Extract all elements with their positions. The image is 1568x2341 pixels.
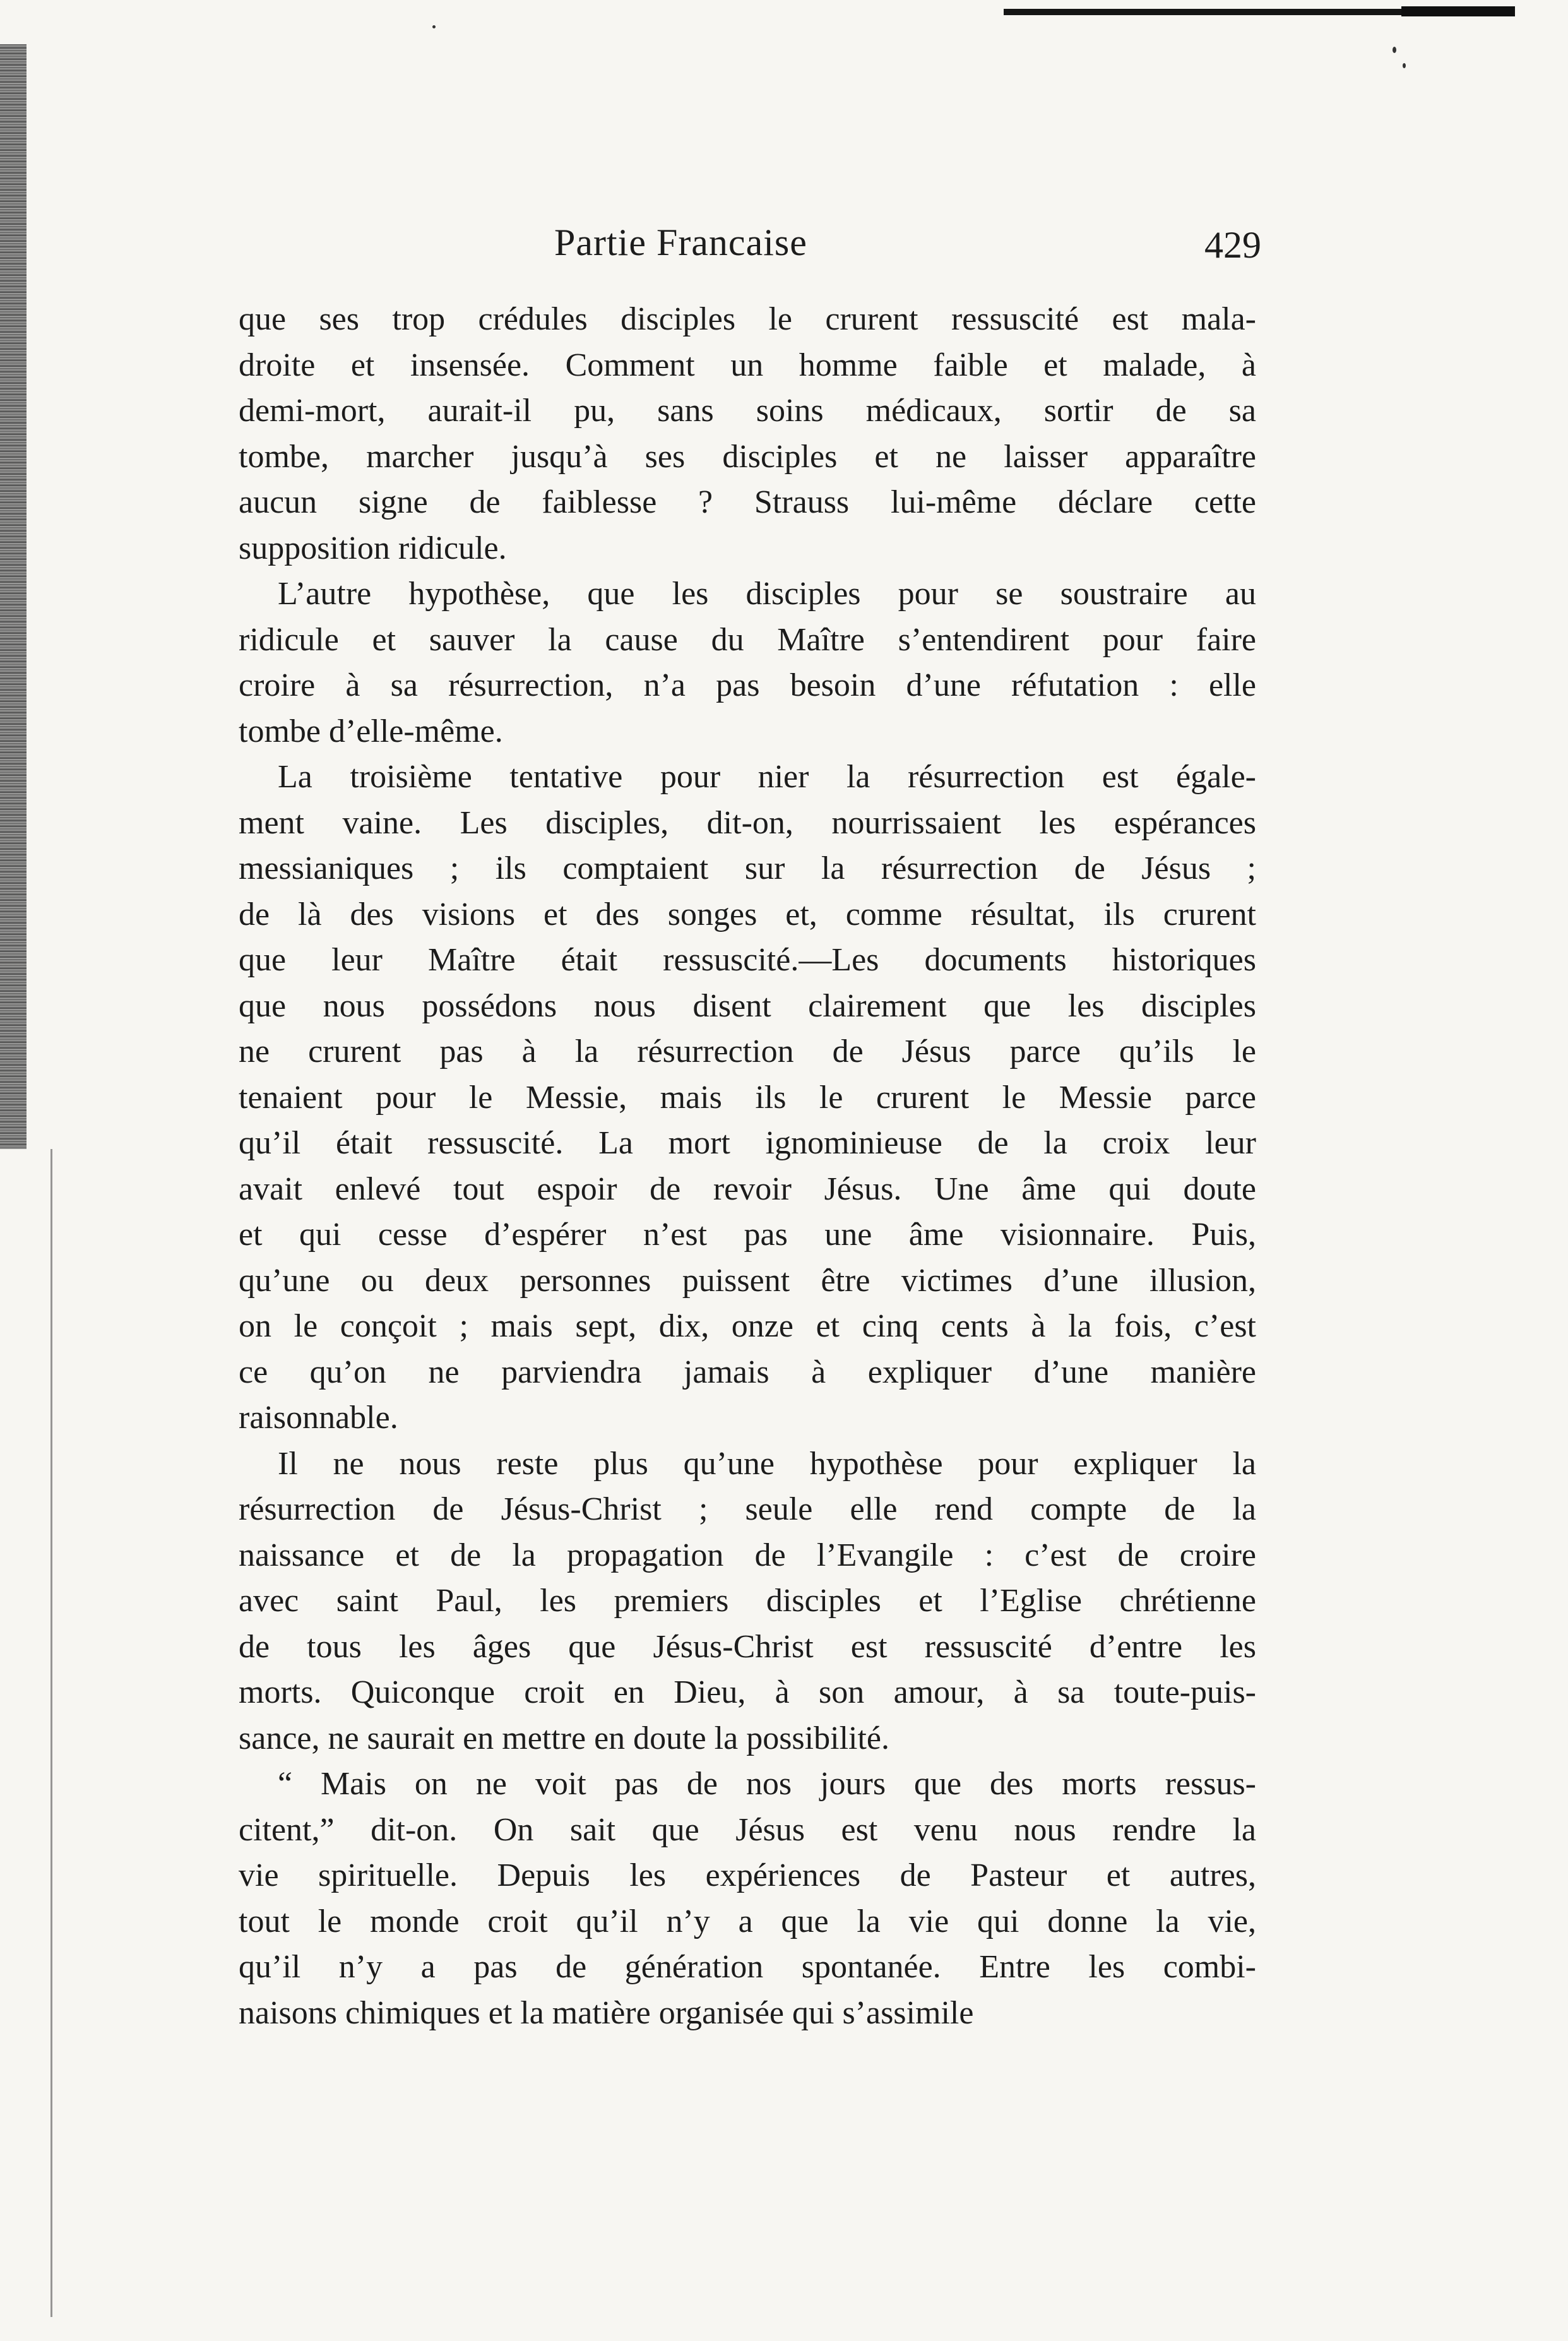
text-line: ment vaine. Les disciples, dit-on, nourrissaient les espérances (239, 804, 1256, 841)
text-line: demi-mort, aurait-il pu, sans soins médicaux, sortir de sa (239, 393, 1256, 429)
text-line: “ Mais on ne voit pas de nos jours que des morts ressus- (278, 1766, 1256, 1802)
text-line: on le conçoit ; mais sept, dix, onze et cinq cents à la fois, c’est (239, 1308, 1256, 1344)
text-line: qu’il était ressuscité. La mort ignominieuse de la croix leur (239, 1125, 1256, 1161)
paragraph (239, 754, 1256, 1441)
text-line: citent,” dit-on. On sait que Jésus est venu nous rendre la (239, 1811, 1256, 1848)
page-number: 429 (1204, 224, 1261, 266)
body-text (239, 297, 1256, 2036)
text-line: avec saint Paul, les premiers disciples et l’Eglise chrétienne (239, 1583, 1256, 1619)
text-line: messianiques ; ils comptaient sur la résurrection de Jésus ; (239, 850, 1256, 886)
text-line: que leur Maître était ressuscité.—Les documents historiques (239, 942, 1256, 978)
text-line: naissance et de la propagation de l’Evangile : c’est de croire (239, 1537, 1256, 1573)
text-line: tombe d’elle-même. (239, 713, 503, 749)
text-line: vie spirituelle. Depuis les expériences de Pasteur et autres, (239, 1857, 1256, 1893)
scan-speck (1403, 63, 1406, 68)
top-scan-rule-thick (1401, 6, 1515, 16)
text-line: tout le monde croit qu’il n’y a que la vie qui donne la vie, (239, 1903, 1256, 1939)
text-line: ce qu’on ne parviendra jamais à expliquer d’une manière (239, 1354, 1256, 1390)
paragraph (239, 1441, 1256, 1762)
text-line: tenaient pour le Messie, mais ils le crurent le Messie parce (239, 1079, 1256, 1116)
paragraph (239, 297, 1256, 571)
text-line: de là des visions et des songes et, comme résultat, ils crurent (239, 896, 1256, 932)
text-line: qu’une ou deux personnes puissent être victimes d’une illusion, (239, 1262, 1256, 1299)
text-line: supposition ridicule. (239, 530, 507, 566)
text-line: qu’il n’y a pas de génération spontanée. Entre les combi- (239, 1949, 1256, 1985)
text-line: ridicule et sauver la cause du Maître s’entendirent pour faire (239, 621, 1256, 658)
text-line: raisonnable. (239, 1400, 398, 1436)
scan-speck (432, 25, 436, 28)
text-line: morts. Quiconque croit en Dieu, à son amour, à sa toute-puis- (239, 1674, 1256, 1710)
text-line: sance, ne saurait en mettre en doute la possibilité. (239, 1720, 889, 1756)
page-header (239, 215, 1261, 284)
text-line: résurrection de Jésus-Christ ; seule elle rend compte de la (239, 1491, 1256, 1527)
text-line: croire à sa résurrection, n’a pas besoin d’une réfutation : elle (239, 667, 1256, 703)
text-line: ne crurent pas à la résurrection de Jésus parce qu’ils le (239, 1033, 1256, 1069)
text-line: que nous possédons nous disent clairement que les disciples (239, 987, 1256, 1024)
paragraph (239, 571, 1256, 754)
paragraph (239, 1761, 1256, 2036)
scan-speck (1393, 47, 1396, 53)
text-line: L’autre hypothèse, que les disciples pour se soustraire au (278, 576, 1256, 612)
text-line: La troisième tentative pour nier la résurrection est égale- (278, 759, 1256, 795)
running-title: Partie Francaise (554, 222, 807, 263)
text-line: aucun signe de faiblesse ? Strauss lui-même déclare cette (239, 484, 1256, 520)
scan-edge-line (50, 1149, 52, 2317)
scan-edge-artifact (0, 44, 27, 1149)
text-line: droite et insensée. Comment un homme faible et malade, à (239, 347, 1256, 383)
text-line: de tous les âges que Jésus-Christ est ressuscité d’entre les (239, 1628, 1256, 1665)
text-line: naisons chimiques et la matière organisée qui s’assimile (239, 1994, 974, 2031)
text-line: et qui cesse d’espérer n’est pas une âme visionnaire. Puis, (239, 1217, 1256, 1253)
text-line: que ses trop crédules disciples le crurent ressuscité est mala- (239, 301, 1256, 337)
text-line: Il ne nous reste plus qu’une hypothèse pour expliquer la (278, 1445, 1256, 1482)
text-line: tombe, marcher jusqu’à ses disciples et ne laisser apparaître (239, 438, 1256, 475)
text-line: avait enlevé tout espoir de revoir Jésus. Une âme qui doute (239, 1170, 1256, 1207)
